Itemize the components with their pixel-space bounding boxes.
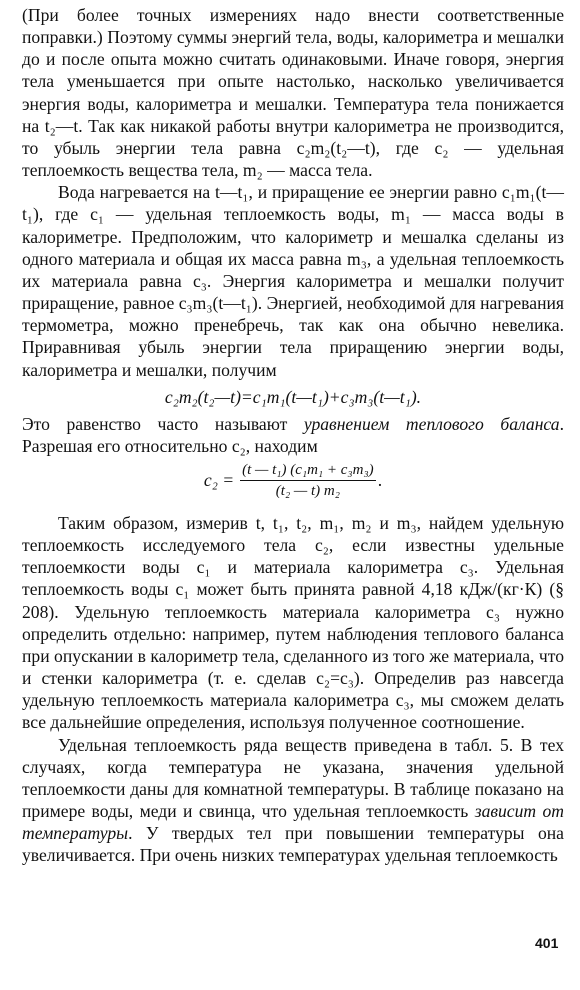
- paragraph-3-text-before: Это равенство часто называют: [22, 413, 304, 434]
- paragraph-3-text-after: . Разрешая его относительно c₂, находим: [22, 413, 564, 456]
- paragraph-3: [22, 413, 564, 457]
- formula-end: .: [377, 470, 383, 491]
- paragraph-4: Таким образом, измерив t, t₁, t₂, m₁, m₂ и m₃, найдем удельную теплоемкость исследуемого тела c₂, если известны удельные теплоемкости воды c₁ и материала калориметра c₃. Удельная теплоемкость воды c₁ может быть принята равной 4,18 кДж/(кг·К) (§ 208). Удельную теплоемкость материала калориметра c₃ нужно определить отдельно: например, путем наблюдения теплового баланса при опускании в калориметр тела, сделанного из того же материала, что и стенки калориметра (т. е. сделав c₂=c₃). Определив раз навсегда удельную теплоемкость материала калориметра c₃, мы сможем делать все дальнейшие определения, используя полученное соотношение.: [22, 512, 564, 733]
- heat-balance-term: уравнением теплового баланса: [303, 413, 560, 434]
- page-text: [22, 4, 564, 866]
- formula-numerator: (t — t₁) (c₁m₁ + c₃m₃): [240, 461, 376, 481]
- paragraph-5-text-before: Удельная теплоемкость ряда веществ приведена в табл. 5. В тех случаях, когда температура не указана, значения удельной теплоемкости даны для комнатной температуры. В таблице показано на примере воды, меди и свинца, что удельная теплоемкость: [22, 734, 564, 821]
- temperature-dependence-term: зависит от температуры: [22, 801, 564, 844]
- formula-lhs: c₂ =: [203, 470, 235, 491]
- formula-fraction: [240, 461, 376, 500]
- specific-heat-formula: [22, 461, 564, 500]
- page-number: 401: [535, 935, 559, 951]
- paragraph-1: (При более точных измерениях надо внести соответственные поправки.) Поэтому суммы энергий тела, воды, калориметра и мешалки до и после опыта можно считать одинаковыми. Иначе говоря, энергия тела уменьшается при опыте настолько, насколько увеличивается энергия воды, калориметра и мешалки. Температура тела понижается на t₂—t. Так как никакой работы внутри калориметра не производится, то убыль энергии тела равна c₂m₂(t₂—t), где c₂ — удельная теплоемкость вещества тела, m₂ — масса тела.: [22, 5, 564, 181]
- paragraph-2: Вода нагревается на t—t₁, и приращение ее энергии равно c₁m₁(t—t₁), где c₁ — удельная теплоемкость воды, m₁ — масса воды в калориметре. Предположим, что калориметр и мешалка сделаны из одного материала и общая их масса равна m₃, а удельная теплоемкость их материала равна c₃. Энергия калориметра и мешалки получит приращение, равное c₃m₃(t—t₁). Энергией, необходимой для нагревания термометра, можно пренебречь, так как она обычно невелика. Приравнивая убыль энергии тела приращению энергии воды, калориметра и мешалки, получим: [22, 182, 564, 380]
- formula-denominator: (t₂ — t) m₂: [275, 482, 340, 499]
- paragraph-5: [22, 734, 564, 867]
- paragraph-5-text-after: . У твердых тел при повышении температуры она увеличивается. При очень низких температурах удельная теплоемкость: [22, 823, 564, 866]
- heat-balance-equation: c₂m₂(t₂—t)=c₁m₁(t—t₁)+c₃m₃(t—t₁).: [164, 386, 422, 407]
